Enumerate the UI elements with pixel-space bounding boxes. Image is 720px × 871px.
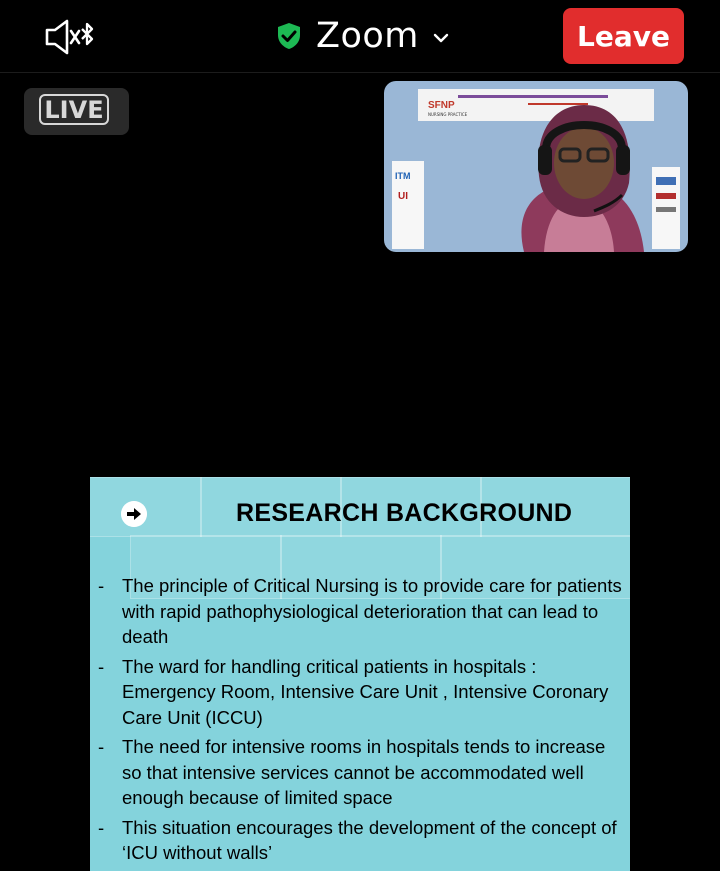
slide-bullet-list bbox=[98, 573, 624, 870]
shared-presentation-slide bbox=[90, 477, 630, 871]
leave-button[interactable]: Leave bbox=[563, 8, 684, 64]
ui-logo: UI bbox=[398, 191, 408, 202]
speaker-avatar bbox=[454, 91, 684, 252]
slide-bullet: - The need for intensive rooms in hospitals tends to increase so that intensive services cannot be accommodated well enough because of limited space bbox=[98, 736, 606, 808]
speaker-off-icon bbox=[44, 18, 96, 56]
meeting-top-bar bbox=[0, 0, 720, 73]
chevron-down-icon bbox=[433, 32, 449, 44]
live-badge[interactable] bbox=[24, 88, 129, 135]
meeting-title: Zoom bbox=[316, 16, 419, 56]
sfnp-logo-sub: NURSING PRACTICE bbox=[428, 112, 468, 117]
slide-bullet: - This situation encourages the development of the concept of ‘ICU without walls’ bbox=[98, 816, 617, 863]
shield-check-icon bbox=[276, 22, 302, 50]
meeting-title-button[interactable] bbox=[276, 14, 449, 58]
sponsor-stand-left bbox=[392, 161, 424, 249]
live-label: LIVE bbox=[39, 94, 109, 125]
slide-title: RESEARCH BACKGROUND bbox=[236, 499, 573, 527]
arrow-right-icon bbox=[121, 501, 147, 527]
slide-bullet: - The principle of Critical Nursing is to provide care for patients with rapid pathophysiological deterioration that can lead to death bbox=[98, 575, 622, 647]
itm-logo: ITM bbox=[395, 171, 411, 181]
bluetooth-icon bbox=[82, 24, 92, 44]
audio-output-button[interactable] bbox=[44, 18, 96, 56]
speaker-video-thumbnail[interactable] bbox=[384, 81, 688, 252]
slide-bullet: - The ward for handling critical patients in hospitals : Emergency Room, Intensive Care Unit , Intensive Coronary Care Unit (ICCU) bbox=[98, 655, 609, 728]
sfnp-logo: SFNP bbox=[428, 100, 455, 111]
